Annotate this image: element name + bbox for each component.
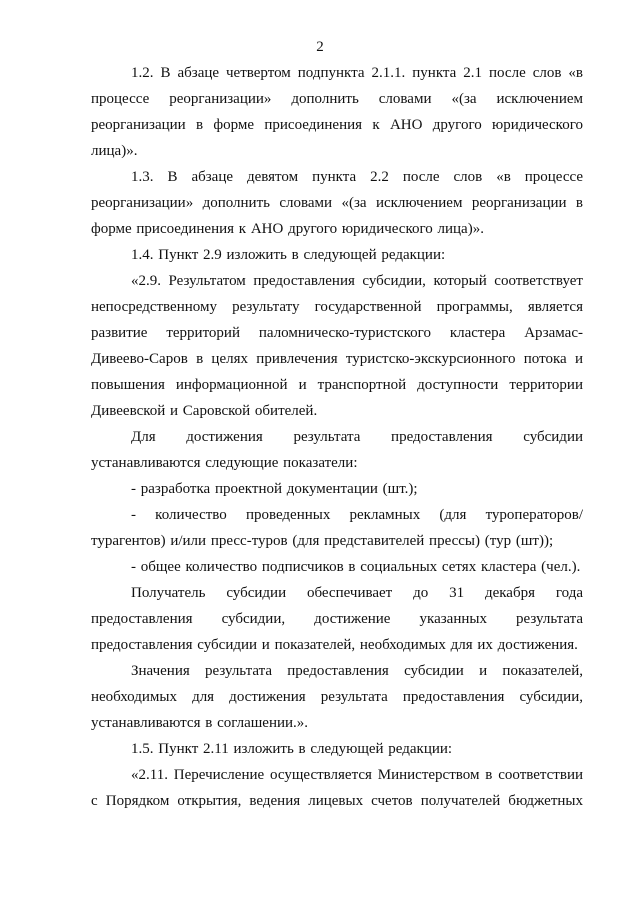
paragraph-1-4: 1.4. Пункт 2.9 изложить в следующей редакции: [131,247,446,263]
paragraph-1-3: 1.3. В абзаце девятом пункта 2.2 после слов «в процессе реорганизации» дополнить словами «(за исключением реорганизации в форме присоединения к АНО другого юридического лица)». [91,169,583,237]
list-item-project-docs: - разработка проектной документации (шт.); [131,481,418,497]
paragraph-2-9: «2.9. Результатом предоставления субсидии, который соответствует непосредственному результату государственной программы, является развитие территорий паломническо-туристского кластера Арзамас-Дивеево-Саров в целях привлечения туристско-экскурсионного потока и повышения информационной и транспортной доступности территории Дивеевской и Саровской обителей. [91,273,583,419]
paragraph-1-2: 1.2. В абзаце четвертом подпункта 2.1.1. пункта 2.1 после слов «в процессе реорганизации» дополнить словами «(за исключением реорганизации в форме присоединения к АНО другого юридического лица)». [91,65,583,159]
list-item-tours: - количество проведенных рекламных (для туроператоров/турагентов) и/или пресс-туров (для представителей прессы) (тур (шт)); [91,507,583,549]
paragraph-2-11: «2.11. Перечисление осуществляется Министерством в соответствии с Порядком открытия, ведения лицевых счетов получателей бюджетных [91,767,583,809]
document-body [91,60,583,814]
page-number: 2 [316,39,324,55]
paragraph-recipient-obligation: Получатель субсидии обеспечивает до 31 декабря года предоставления субсидии, достижение указанных результата предоставления субсидии и показателей, необходимых для их достижения. [91,585,583,653]
paragraph-indicators-intro: Для достижения результата предоставления субсидии устанавливаются следующие показатели: [91,429,583,471]
list-item-subscribers: - общее количество подписчиков в социальных сетях кластера (чел.). [131,559,581,575]
paragraph-agreement-values: Значения результата предоставления субсидии и показателей, необходимых для достижения результата предоставления субсидии, устанавливаются в соглашении.». [91,663,583,731]
paragraph-1-5: 1.5. Пункт 2.11 изложить в следующей редакции: [131,741,453,757]
